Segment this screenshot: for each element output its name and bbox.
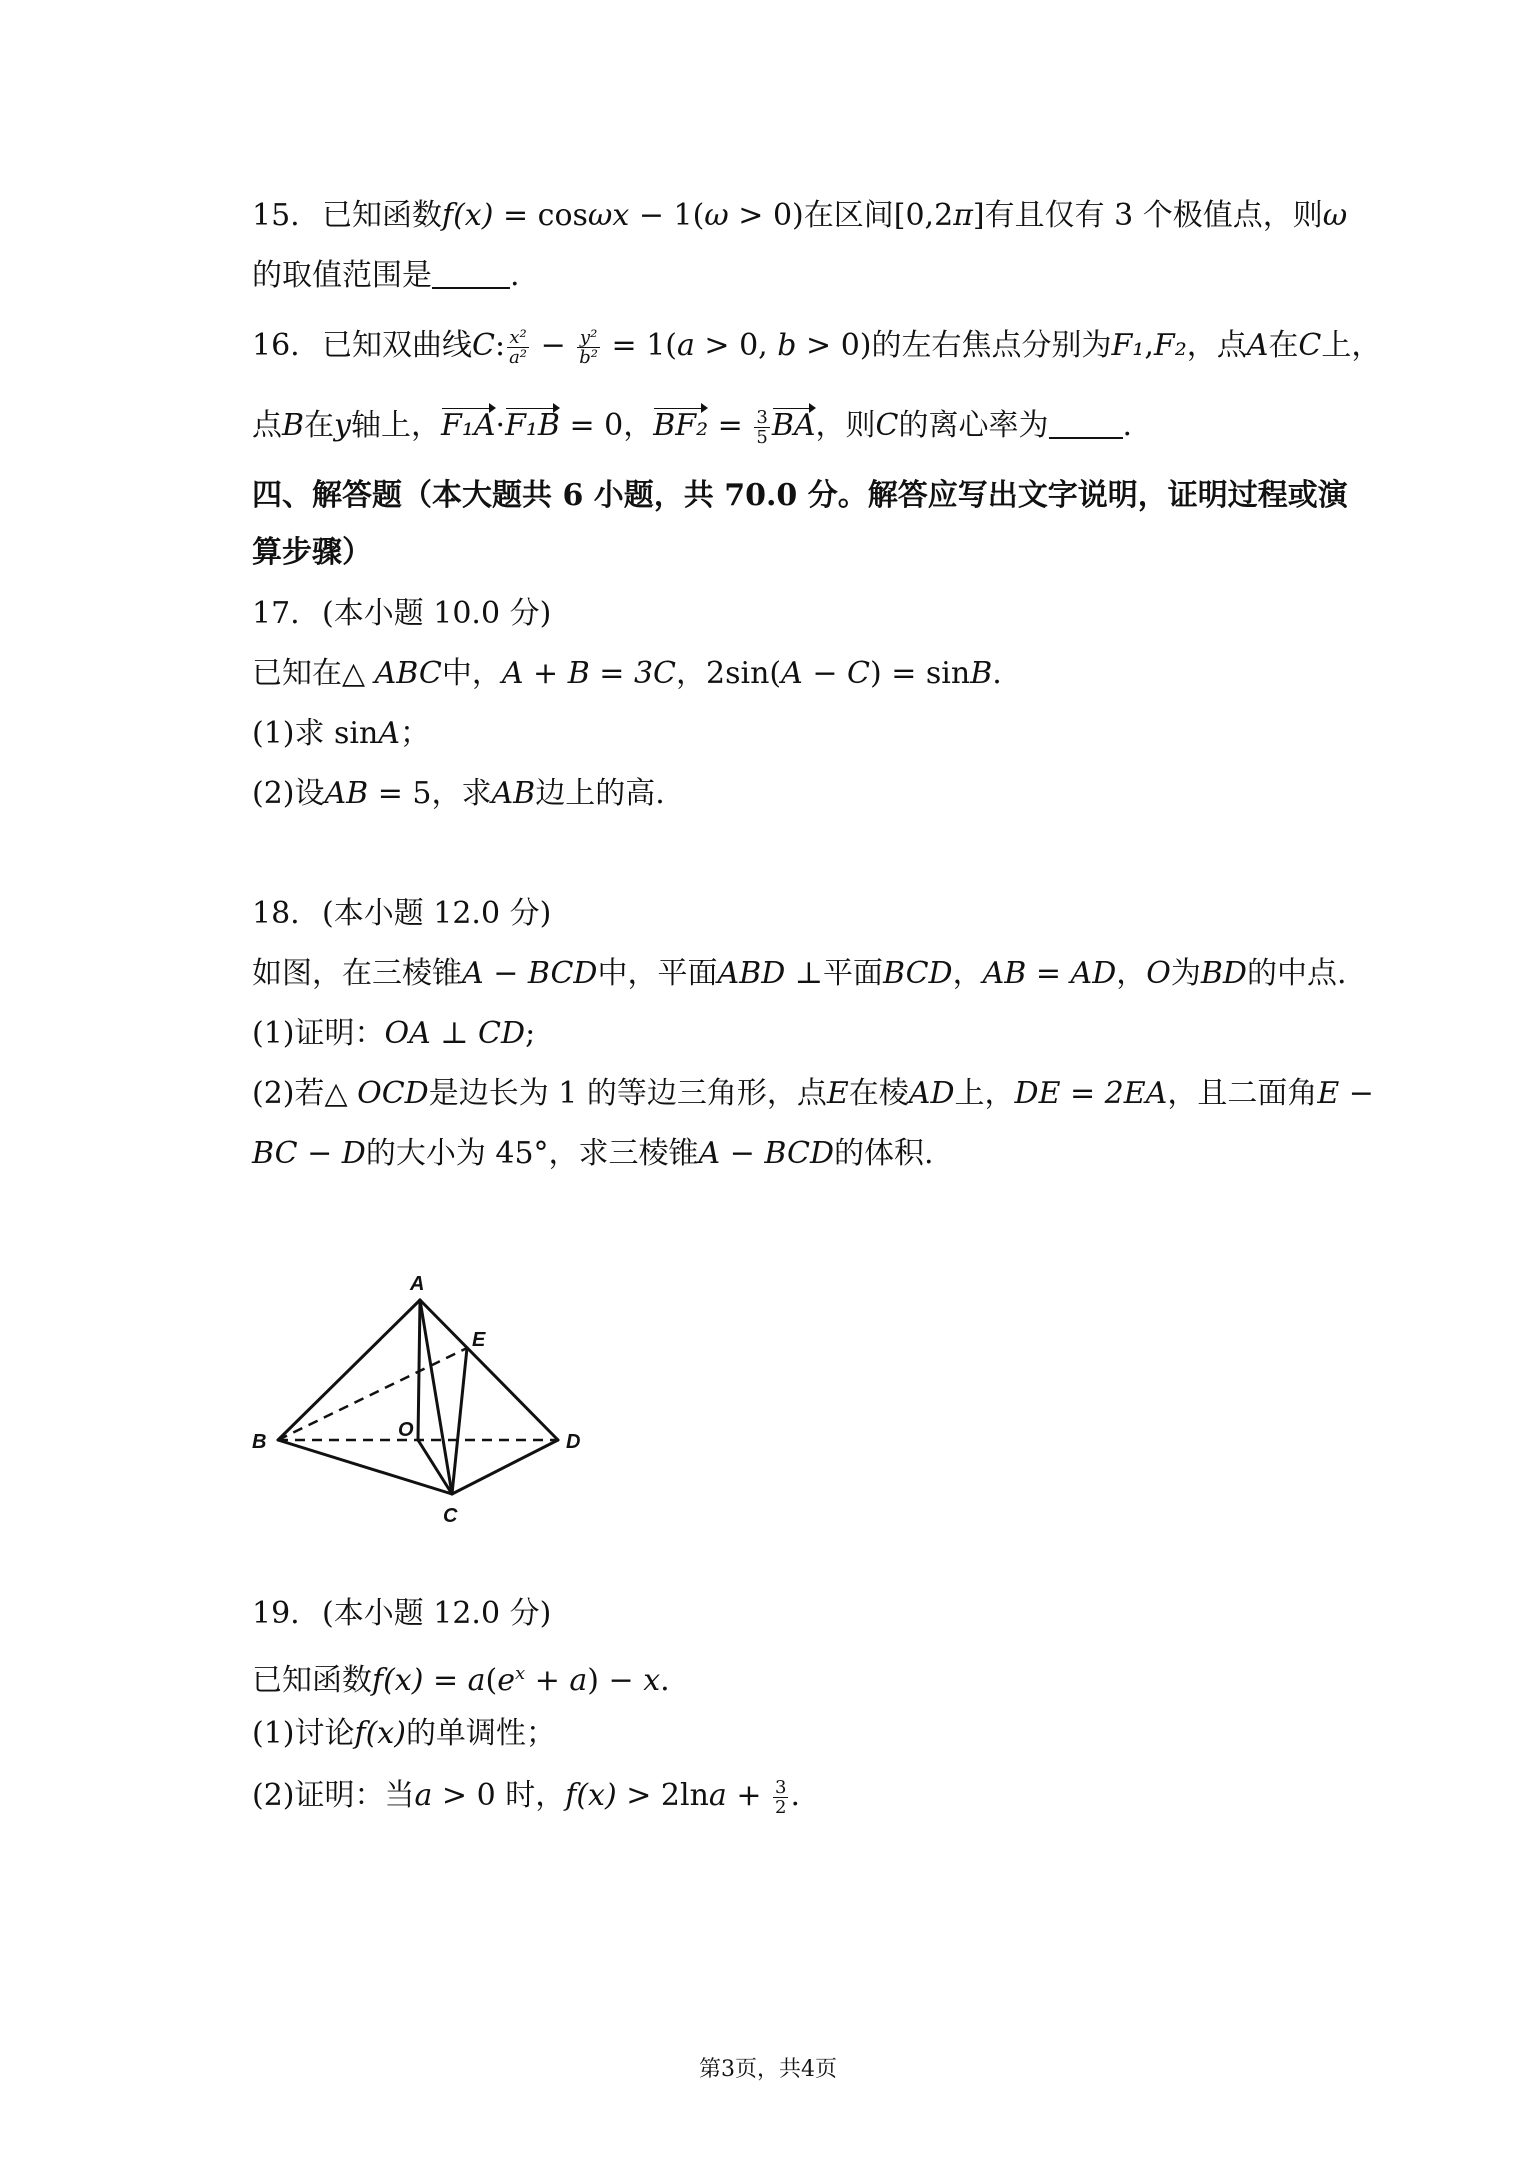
page-footer: 第3页，共4页: [699, 2057, 837, 2082]
text: 在棱: [848, 1076, 909, 1111]
math: A: [378, 716, 401, 751]
text: ,: [1144, 328, 1154, 363]
dashed-BE: [278, 1348, 467, 1440]
math: a: [708, 1778, 727, 1813]
section-heading-line1: 四、解答题（本大题共 6 小题，共 70.0 分。解答应写出文字说明，证明过程或演: [252, 478, 1348, 513]
math: OA ⊥ CD: [384, 1016, 526, 1051]
fraction-x2-a2: [507, 328, 529, 367]
math: C: [1298, 328, 1322, 363]
label-O: O: [398, 1419, 414, 1441]
text: 的体积.: [834, 1136, 934, 1171]
q19-score: (本小题 12.0 分): [322, 1596, 552, 1631]
math: a: [677, 328, 695, 363]
q19-part1: [252, 1714, 556, 1754]
text: .: [1122, 408, 1133, 443]
q17-score: (本小题 10.0 分): [322, 596, 552, 631]
math: f(x): [372, 1663, 424, 1698]
text: 中，平面: [597, 956, 718, 991]
math: E: [826, 1076, 849, 1111]
text: .: [660, 1663, 670, 1698]
text: ⊥平面: [785, 956, 883, 991]
denominator: 2: [775, 1796, 787, 1818]
q16-line2: [252, 406, 1132, 447]
text: 点: [252, 408, 282, 443]
math: BC − D: [252, 1136, 366, 1171]
math: x: [643, 1663, 661, 1698]
math: A: [1246, 328, 1269, 363]
denominator: b²: [579, 346, 598, 368]
math: C: [875, 408, 899, 443]
text: (1)讨论: [252, 1716, 355, 1751]
edge-BC: [278, 1440, 452, 1494]
q19-part2: [252, 1776, 800, 1817]
text: 边上的高.: [535, 776, 665, 811]
math: f(x): [565, 1778, 617, 1813]
edge-CD: [452, 1440, 558, 1494]
segment-CE: [452, 1348, 467, 1494]
text: 为: [1170, 956, 1201, 991]
math: ωx: [587, 198, 630, 233]
text: 中，: [441, 656, 502, 691]
text: (2)设: [252, 776, 325, 811]
text: .: [992, 656, 1002, 691]
text: = 0，: [559, 408, 654, 443]
q19-header: [252, 1594, 551, 1634]
text: .: [790, 1778, 800, 1813]
q17-part2: [252, 774, 665, 814]
numerator: 3: [756, 406, 768, 428]
text: +: [726, 1778, 771, 1813]
math: DE = 2EA: [1014, 1076, 1168, 1111]
q15-number: 15.: [252, 198, 300, 233]
math: e: [497, 1663, 516, 1698]
text: > 0)在区间[0,2: [728, 198, 954, 233]
math: AB: [324, 776, 369, 811]
math: A − BCD: [462, 956, 598, 991]
text: > 0,: [694, 328, 778, 363]
text: (2)证明：当: [252, 1778, 415, 1813]
vector-F1B: F₁B: [505, 406, 560, 446]
math: AD: [908, 1076, 955, 1111]
text: 已知函数: [252, 1663, 372, 1698]
text: 是边长为 1 的等边三角形，点: [428, 1076, 827, 1111]
text: ·: [495, 408, 506, 443]
math: y: [334, 408, 351, 443]
numerator: y²: [577, 328, 600, 348]
text: (1)求 sin: [252, 716, 379, 751]
text: −: [531, 328, 576, 363]
vector-BF2: BF₂: [653, 406, 708, 446]
text: ]有且仅有 3 个极值点，则: [972, 198, 1323, 233]
label-C: C: [443, 1505, 458, 1527]
text: 轴上，: [351, 408, 441, 443]
label-D: D: [566, 1431, 581, 1453]
text: > 0)的左右焦点分别为: [796, 328, 1112, 363]
math: F₂: [1153, 328, 1187, 363]
text: ) −: [587, 1663, 644, 1698]
q18-part1: [252, 1014, 535, 1054]
q15-line1: [252, 196, 1347, 236]
math: a: [569, 1663, 588, 1698]
text: 的中点.: [1246, 956, 1347, 991]
math: A − BCD: [698, 1136, 835, 1171]
label-A: A: [410, 1273, 425, 1295]
text: ) = sin: [869, 656, 971, 691]
denominator: 5: [756, 426, 768, 448]
math: AB: [491, 776, 536, 811]
q18-part2-line2: [252, 1134, 934, 1174]
denominator: a²: [509, 346, 528, 368]
text: +: [525, 1663, 570, 1698]
q17-stem: [252, 654, 1002, 694]
text: − 1(: [629, 198, 705, 233]
text: =: [708, 408, 753, 443]
math: ABC: [374, 656, 442, 691]
math: F₁: [1111, 328, 1145, 363]
math: a: [414, 1778, 433, 1813]
math: E −: [1317, 1076, 1374, 1111]
q17-header: [252, 594, 551, 634]
text: 如图，在三棱锥: [252, 956, 462, 991]
text: 的单调性；: [405, 1716, 556, 1751]
text: 已知函数: [322, 198, 442, 233]
math: A − C: [781, 656, 870, 691]
math: C: [472, 328, 495, 363]
text: 在: [304, 408, 335, 443]
vector-F1A: F₁A: [441, 406, 496, 446]
text: =: [423, 1663, 468, 1698]
text: (2)若△: [252, 1076, 358, 1111]
text: = 5，求: [368, 776, 492, 811]
math: A + B = 3C: [501, 656, 677, 691]
q18-stem: [252, 954, 1347, 994]
q17-number: 17.: [252, 596, 300, 631]
text: 的取值范围是: [252, 258, 432, 293]
math: AB = AD: [982, 956, 1117, 991]
text: 上，: [1321, 328, 1382, 363]
math: f(x): [442, 198, 494, 233]
fraction-3-5: [754, 408, 769, 447]
q19-stem: [252, 1654, 670, 1701]
math: ω: [704, 198, 729, 233]
math: ABD: [717, 956, 786, 991]
text: ；: [400, 716, 431, 751]
q17-part1: [252, 714, 430, 754]
text: (: [485, 1663, 498, 1698]
math: B: [282, 408, 305, 443]
label-E: E: [472, 1329, 486, 1351]
math: f(x): [354, 1716, 406, 1751]
answer-blank: [1049, 409, 1123, 439]
vector-BA: BA: [772, 406, 816, 446]
math: BD: [1200, 956, 1247, 991]
text: ，则: [815, 408, 876, 443]
text: 上，: [954, 1076, 1015, 1111]
text: 的离心率为: [898, 408, 1049, 443]
text: 在: [1268, 328, 1299, 363]
math-exponent: x: [515, 1663, 526, 1684]
math: b: [777, 328, 797, 363]
q18-number: 18.: [252, 896, 300, 931]
text: ，2sin(: [676, 656, 782, 691]
answer-blank: [432, 259, 510, 289]
numerator: x²: [507, 328, 529, 348]
text: = 1(: [602, 328, 677, 363]
q16-line1: [252, 326, 1381, 367]
math: π: [953, 198, 973, 233]
text: ，: [1116, 956, 1147, 991]
text: 已知双曲线: [322, 328, 472, 363]
math: ω: [1322, 198, 1348, 233]
q19-number: 19.: [252, 1596, 300, 1631]
math: BCD: [883, 956, 953, 991]
label-B: B: [252, 1431, 267, 1453]
text: .: [510, 258, 520, 293]
q18-header: [252, 894, 551, 934]
math: a: [467, 1663, 486, 1698]
text: 已知在△: [252, 656, 375, 691]
fraction-3-2: [773, 1778, 788, 1817]
numerator: 3: [775, 1776, 787, 1798]
math: OCD: [357, 1076, 429, 1111]
text: > 2ln: [616, 1778, 709, 1813]
section-heading-line2: 算步骤）: [252, 535, 372, 570]
text: ，点: [1186, 328, 1247, 363]
math: O: [1146, 956, 1171, 991]
text: > 0 时，: [432, 1778, 566, 1813]
pyramid-figure: [250, 1270, 610, 1540]
text: 的大小为 45°，求三棱锥: [365, 1136, 699, 1171]
text: = cos: [493, 198, 588, 233]
q18-part2-line1: [252, 1074, 1374, 1114]
math: B: [970, 656, 993, 691]
text: ;: [525, 1016, 536, 1051]
fraction-y2-b2: [577, 328, 600, 367]
text: (1)证明：: [252, 1016, 385, 1051]
q16-number: 16.: [252, 328, 300, 363]
text: :: [494, 328, 506, 363]
q15-line2: [252, 256, 520, 296]
text: ，且二面角: [1167, 1076, 1318, 1111]
text: ，: [952, 956, 983, 991]
q18-score: (本小题 12.0 分): [322, 896, 552, 931]
